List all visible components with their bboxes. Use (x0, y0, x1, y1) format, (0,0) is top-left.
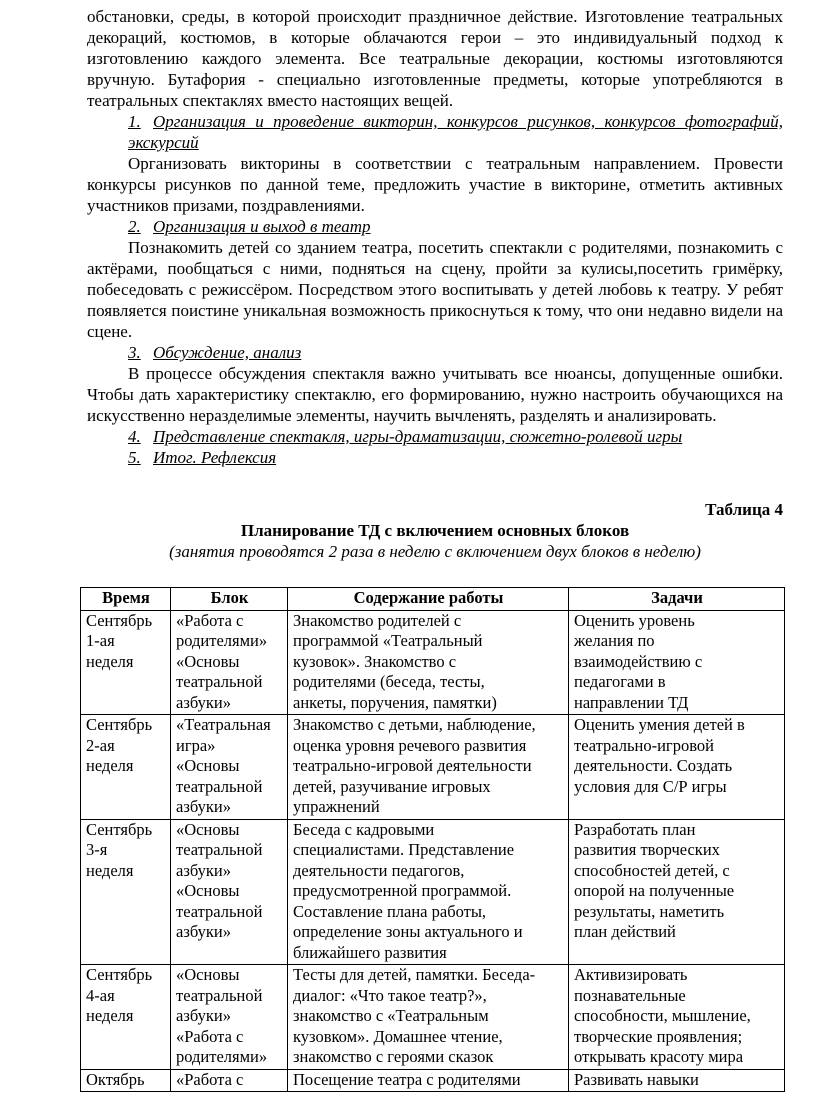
cell-text-line: родителями (беседа, тесты, (293, 672, 485, 691)
cell-text-line: Знакомство родителей с (293, 610, 462, 630)
cell-block (171, 819, 288, 965)
cell-text-line: азбуки» (176, 692, 231, 712)
cell-text-line: упражнений (293, 797, 380, 816)
cell-text-line: «Основы (176, 965, 240, 984)
cell-text-line: педагогами в (574, 672, 666, 691)
cell-text-line: Посещение театра с родителями (293, 1069, 521, 1089)
section-number: 1. (128, 112, 141, 131)
cell-text-line: театральной (176, 901, 263, 921)
cell-text-line: творческие проявления; (574, 1026, 743, 1046)
table-body (81, 610, 785, 1092)
cell-tasks (569, 1069, 785, 1092)
cell-tasks (569, 610, 785, 715)
section-text: В процессе обсуждения спектакля важно учитывать все нюансы, допущенные ошибки. Чтобы дать характеристику спектаклю, его формированию, нужно настроить обучающихся на искусственно неразделимые элементы, научить вычленять, разделять и анализировать. (87, 364, 783, 425)
cell-text-line: условия для С/Р игры (574, 776, 727, 796)
cell-text-line: диалог: «Что такое театр?», (293, 985, 487, 1005)
cell-text-line: предусмотренной программой. (293, 881, 512, 900)
cell-block (171, 965, 288, 1070)
cell-text-line: неделя (86, 756, 134, 775)
cell-text-line: 4-ая (86, 985, 115, 1005)
section-text: Организовать викторины в соответствии с театральным направлением. Провести конкурсы рисунков по данной теме, предложить участие в викторине, отметить активных участников призами, поздравлениями. (87, 154, 783, 215)
cell-text-line: Разработать план (574, 819, 696, 839)
cell-text-line: познавательные (574, 985, 686, 1005)
cell-tasks (569, 965, 785, 1070)
cell-text-line: «Основы (176, 756, 240, 775)
cell-content (288, 610, 569, 715)
cell-text-line: способностей детей, с (574, 860, 730, 880)
section-number: 5. (128, 448, 141, 467)
cell-text-line: театрально-игровой деятельности (293, 756, 532, 775)
cell-text-line: «Театральная (176, 715, 271, 734)
cell-time (81, 819, 171, 965)
cell-text-line: Оценить умения детей в (574, 715, 745, 734)
cell-text-line: способности, мышление, (574, 1006, 751, 1025)
cell-text-line: 3-я (86, 840, 108, 859)
cell-text-line: Беседа с кадровыми (293, 819, 435, 839)
cell-text-line: Знакомство с детьми, наблюдение, (293, 715, 536, 734)
section-title: Итог. Рефлексия (153, 448, 277, 467)
cell-text-line: азбуки» (176, 1006, 231, 1025)
section-number: 3. (128, 343, 141, 362)
cell-text-line: игра» (176, 735, 216, 755)
cell-text-line: кузовок». Знакомство с (293, 651, 457, 671)
cell-text-line: оценка уровня речевого развития (293, 735, 527, 755)
planning-table (80, 587, 785, 1092)
cell-text-line: театрально-игровой (574, 735, 714, 755)
sections-list (87, 111, 783, 468)
cell-text-line: 1-ая (86, 631, 115, 650)
table-row (81, 610, 785, 715)
cell-text-line: открывать красоту мира (574, 1047, 744, 1066)
cell-text-line: ближайшего развития (293, 942, 447, 962)
cell-text-line: деятельности педагогов, (293, 860, 465, 880)
cell-text-line: определение зоны актуального и (293, 922, 523, 941)
cell-text-line: неделя (86, 651, 134, 671)
cell-text-line: родителями» (176, 631, 268, 650)
cell-text-line: Оценить уровень (574, 610, 695, 630)
cell-text-line: знакомство с «Театральным (293, 1006, 489, 1025)
section-heading (87, 342, 783, 363)
section-heading (87, 111, 783, 153)
cell-text-line: театральной (176, 776, 263, 796)
cell-text-line: «Работа с (176, 1026, 244, 1046)
cell-text-line: Сентябрь (86, 819, 153, 839)
cell-text-line: азбуки» (176, 797, 231, 816)
header-time: Время (81, 588, 171, 611)
table-row (81, 965, 785, 1070)
cell-tasks (569, 715, 785, 820)
cell-text-line: «Работа с (176, 610, 244, 630)
cell-content (288, 965, 569, 1070)
cell-time (81, 715, 171, 820)
cell-time (81, 965, 171, 1070)
table-number: Таблица 4 (705, 500, 783, 519)
cell-text-line: направлении ТД (574, 692, 689, 712)
cell-text-line: взаимодействию с (574, 651, 703, 671)
cell-text-line: Тесты для детей, памятки. Беседа- (293, 965, 536, 984)
cell-block (171, 1069, 288, 1092)
document-page (87, 6, 783, 562)
cell-text-line: «Основы (176, 881, 240, 900)
table-subtitle: (занятия проводятся 2 раза в неделю с включением двух блоков в неделю) (169, 542, 701, 561)
cell-block (171, 715, 288, 820)
cell-text-line: Октябрь (86, 1069, 145, 1089)
header-block: Блок (171, 588, 288, 611)
intro-paragraph: обстановки, среды, в которой происходит праздничное действие. Изготовление театральных декораций, костюмов, в которые облачаются герои – это индивидуальный подход к изготовлению каждого элемента. Все театральные декорации, костюмы изготовляются вручную. Бутафория - специально изготовленные предметы, которые употребляются в театральных спектаклях вместо настоящих вещей. (87, 7, 783, 110)
cell-block (171, 610, 288, 715)
section-heading (87, 426, 783, 447)
section-number: 2. (128, 217, 141, 236)
section-title: Обсуждение, анализ (153, 343, 302, 362)
cell-text-line: программой «Театральный (293, 631, 483, 650)
section-number: 4. (128, 427, 141, 446)
section-title: Организация и выход в театр (153, 217, 371, 236)
cell-text-line: театральной (176, 672, 263, 691)
cell-text-line: Активизировать (574, 965, 688, 984)
table-header-row (81, 588, 785, 611)
table-row (81, 819, 785, 965)
cell-content (288, 1069, 569, 1092)
cell-text-line: «Основы (176, 819, 240, 839)
header-tasks: Задачи (569, 588, 785, 611)
cell-text-line: 2-ая (86, 735, 115, 755)
section-heading (87, 216, 783, 237)
cell-text-line: Сентябрь (86, 715, 153, 734)
cell-tasks (569, 819, 785, 965)
cell-text-line: азбуки» (176, 860, 231, 880)
cell-text-line: опорой на полученные (574, 881, 735, 900)
cell-text-line: «Работа с (176, 1069, 244, 1089)
cell-time (81, 1069, 171, 1092)
cell-text-line: «Основы (176, 651, 240, 671)
cell-text-line: желания по (574, 631, 655, 650)
cell-text-line: театральной (176, 840, 263, 859)
cell-text-line: результаты, наметить (574, 901, 725, 921)
cell-text-line: Составление плана работы, (293, 901, 487, 921)
section-text: Познакомить детей со зданием театра, посетить спектакли с родителями, познакомить с актёрами, пообщаться с ними, подняться на сцену, пройти за кулисы,посетить гримёрку, побеседовать с режиссёром. Посредством этого воспитывать у детей любовь к театру. У ребят появляется поистине уникальная возможность прикоснуться к тому, что они недавно видели на сцене. (87, 238, 783, 341)
cell-text-line: родителями» (176, 1047, 268, 1066)
cell-text-line: специалистами. Представление (293, 840, 515, 859)
cell-text-line: кузовком». Домашнее чтение, (293, 1026, 503, 1046)
table-row (81, 715, 785, 820)
header-content: Содержание работы (288, 588, 569, 611)
cell-text-line: знакомство с героями сказок (293, 1047, 494, 1066)
cell-content (288, 819, 569, 965)
table-row (81, 1069, 785, 1092)
cell-text-line: план действий (574, 922, 676, 941)
cell-text-line: Сентябрь (86, 965, 153, 984)
cell-text-line: Сентябрь (86, 610, 153, 630)
cell-text-line: развития творческих (574, 840, 720, 859)
section-title: Представление спектакля, игры-драматизации, сюжетно-ролевой игры (153, 427, 683, 446)
cell-text-line: деятельности. Создать (574, 756, 733, 775)
cell-text-line: детей, разучивание игровых (293, 776, 491, 796)
cell-text-line: анкеты, поручения, памятки) (293, 692, 497, 712)
cell-text-line: неделя (86, 1006, 134, 1025)
cell-text-line: Развивать навыки (574, 1069, 699, 1089)
table-title: Планирование ТД с включением основных блоков (240, 521, 630, 540)
cell-time (81, 610, 171, 715)
cell-content (288, 715, 569, 820)
cell-text-line: азбуки» (176, 922, 231, 941)
section-heading (87, 447, 783, 468)
cell-text-line: неделя (86, 860, 134, 880)
section-title: Организация и проведение викторин, конкурсов рисунков, конкурсов фотографий, экскурсий (128, 112, 783, 152)
cell-text-line: театральной (176, 985, 263, 1005)
